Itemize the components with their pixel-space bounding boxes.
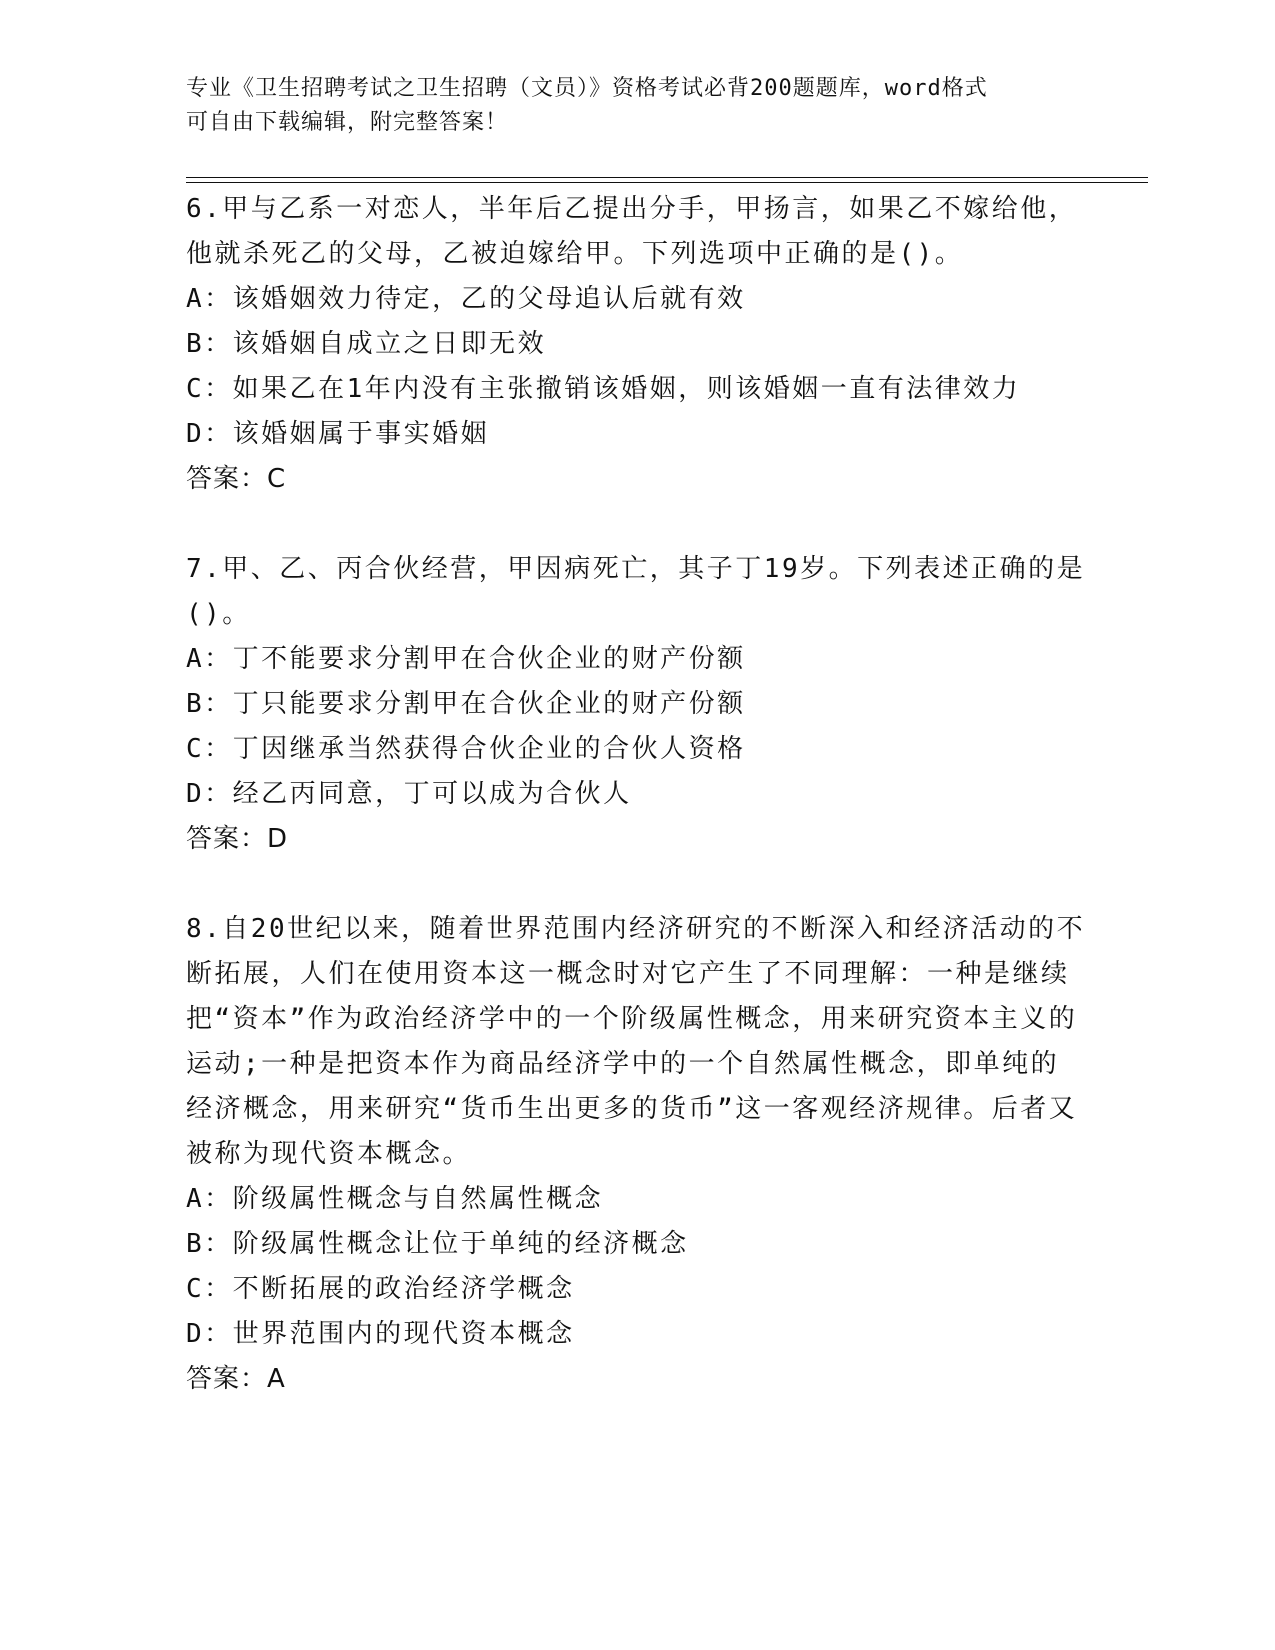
question-stem: 7.甲、乙、丙合伙经营，甲因病死亡，其子丁19岁。下列表述正确的是()。	[186, 554, 1086, 629]
option-a: A：阶级属性概念与自然属性概念	[186, 1184, 604, 1214]
option-a: A：丁不能要求分割甲在合伙企业的财产份额	[186, 644, 746, 674]
spacer	[186, 862, 1086, 907]
option-b: B：阶级属性概念让位于单纯的经济概念	[186, 1229, 689, 1259]
question-stem: 8.自20世纪以来，随着世界范围内经济研究的不断深入和经济活动的不断拓展，人们在使用资本这一概念时对它产生了不同理解：一种是继续把“资本”作为政治经济学中的一个阶级属性概念，用来研究资本主义的运动;一种是把资本作为商品经济学中的一个自然属性概念，即单纯的经济概念，用来研究“货币生出更多的货币”这一客观经济规律。后者又被称为现代资本概念。	[186, 914, 1086, 1169]
question-list	[186, 187, 1086, 1402]
header-divider-bottom	[186, 182, 1148, 183]
option-b: B：该婚姻自成立之日即无效	[186, 329, 547, 359]
header-title-line-1: 专业《卫生招聘考试之卫生招聘（文员）》资格考试必背200题题库，word格式	[186, 76, 988, 101]
option-c: C：丁因继承当然获得合伙企业的合伙人资格	[186, 734, 746, 764]
option-d: D：经乙丙同意，丁可以成为合伙人	[186, 779, 632, 809]
header-title-line-2: 可自由下载编辑，附完整答案！	[186, 110, 509, 135]
header-divider-top	[186, 177, 1148, 178]
question-7	[186, 547, 1086, 862]
page-header	[186, 72, 1066, 140]
option-d: D：世界范围内的现代资本概念	[186, 1319, 575, 1349]
answer-label: 答案：D	[186, 824, 289, 854]
answer-label: 答案：A	[186, 1364, 286, 1394]
option-a: A：该婚姻效力待定，乙的父母追认后就有效	[186, 284, 746, 314]
answer-label: 答案：C	[186, 464, 287, 494]
option-c: C：不断拓展的政治经济学概念	[186, 1274, 575, 1304]
question-6	[186, 187, 1086, 502]
option-c: C：如果乙在1年内没有主张撤销该婚姻，则该婚姻一直有法律效力	[186, 374, 1021, 404]
question-stem: 6.甲与乙系一对恋人，半年后乙提出分手，甲扬言，如果乙不嫁给他，他就杀死乙的父母，乙被迫嫁给甲。下列选项中正确的是()。	[186, 194, 1078, 269]
option-d: D：该婚姻属于事实婚姻	[186, 419, 490, 449]
question-8	[186, 907, 1086, 1402]
option-b: B：丁只能要求分割甲在合伙企业的财产份额	[186, 689, 746, 719]
spacer	[186, 502, 1086, 547]
